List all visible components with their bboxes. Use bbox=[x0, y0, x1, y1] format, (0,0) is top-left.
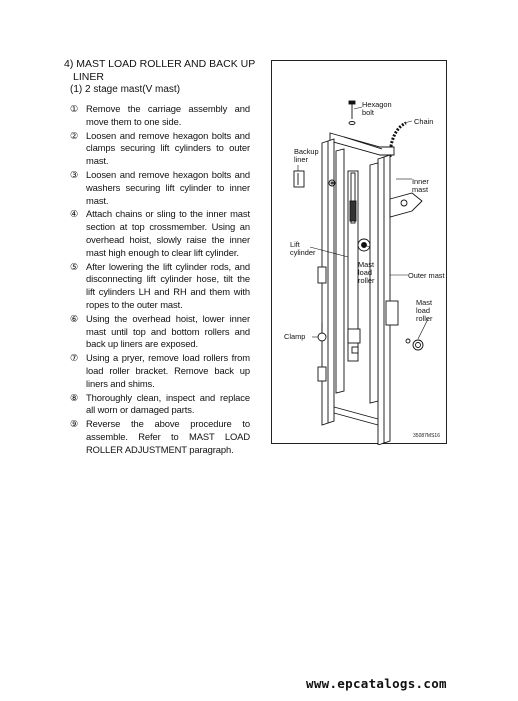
label-chain: Chain bbox=[414, 117, 434, 126]
step-number: ① bbox=[70, 103, 79, 114]
step-number: ③ bbox=[70, 168, 79, 180]
label-mast-load-roller-outer-line2: load bbox=[416, 306, 430, 315]
subsection-title: (1) 2 stage mast(V mast) bbox=[70, 84, 181, 95]
step-text: Remove the carriage assembly and move them to one side. bbox=[86, 103, 250, 127]
section-title-line1: 4) MAST LOAD ROLLER AND BACK UP bbox=[64, 58, 256, 70]
step-text: Loosen and remove hexagon bolts and clamps securing lift cylinders to outer mast. bbox=[86, 129, 250, 167]
label-mast-load-roller-outer bbox=[416, 299, 432, 323]
label-mast-load-roller-inner bbox=[358, 261, 374, 285]
outer-mast-right-rail bbox=[378, 155, 390, 445]
label-mast-load-roller-inner-line3: roller bbox=[358, 276, 375, 285]
step-item bbox=[70, 103, 250, 129]
label-hexagon-bolt-line1: Hexagon bbox=[362, 100, 392, 109]
label-lift-cylinder-line2: cylinder bbox=[290, 248, 316, 257]
label-lift-cylinder-line1: Lift bbox=[290, 240, 300, 249]
label-inner-mast: Inner mast bbox=[412, 177, 429, 194]
step-number: ② bbox=[70, 129, 79, 141]
step-number: ⑤ bbox=[70, 260, 79, 272]
label-outer-mast: Outer mast bbox=[408, 271, 445, 280]
step-number: ⑨ bbox=[70, 418, 79, 430]
label-hexagon-bolt bbox=[362, 101, 392, 117]
label-backup-liner bbox=[294, 148, 319, 164]
step-text: Loosen and remove hexagon bolts and washers securing lift cylinder to inner mast. bbox=[86, 168, 250, 206]
label-mast-load-roller-inner-line1: Mast bbox=[358, 260, 375, 269]
inner-mast-left-rail bbox=[336, 149, 344, 393]
label-lift-cylinder bbox=[290, 241, 315, 257]
step-item bbox=[70, 169, 250, 207]
step-text: After lowering the lift cylinder rods, and disconnecting lift cylinder hose, tilt the lift cylinders LH and RH and them with ropes to the outer mast. bbox=[86, 260, 250, 310]
label-mast-load-roller-outer-line1: Mast bbox=[416, 298, 433, 307]
label-backup-liner-line2: liner bbox=[294, 155, 308, 164]
inner-mast-bracket-drawing bbox=[390, 193, 422, 217]
watermark-url: www.epcatalogs.com bbox=[306, 676, 447, 691]
label-clamp: Clamp bbox=[284, 332, 306, 341]
section-title-line2: LINER bbox=[73, 70, 104, 83]
step-item bbox=[70, 352, 250, 390]
step-text: Reverse the above procedure to assemble. Refer to MAST LOAD ROLLER ADJUSTMENT paragraph. bbox=[86, 418, 250, 455]
label-hexagon-bolt-line2: bolt bbox=[362, 108, 374, 117]
step-item bbox=[70, 392, 250, 418]
step-item bbox=[70, 418, 250, 456]
step-number: ⑦ bbox=[70, 352, 79, 364]
step-item bbox=[70, 208, 250, 259]
section-title bbox=[64, 58, 274, 83]
step-item bbox=[70, 261, 250, 312]
procedure-steps bbox=[70, 103, 250, 458]
step-item bbox=[70, 130, 250, 168]
step-text: Attach chains or sling to the inner mast section at top crossmember. Using an overhead hoist, slowly raise the inner mast high enough to clear lift cylinder. bbox=[86, 208, 250, 258]
step-text: Thoroughly clean, inspect and replace all worn or damaged parts. bbox=[86, 391, 250, 416]
label-backup-liner-line1: Backup bbox=[294, 147, 319, 156]
step-text: Using a pryer, remove load rollers from load roller bracket. Remove back up liners and shims. bbox=[86, 352, 250, 389]
step-number: ④ bbox=[70, 208, 79, 220]
step-number: ⑥ bbox=[70, 312, 79, 324]
step-number: ⑧ bbox=[70, 391, 79, 403]
mast-diagram-figure bbox=[271, 60, 447, 444]
figure-code: 35087MS16 bbox=[413, 433, 440, 439]
label-mast-load-roller-outer-line3: roller bbox=[416, 314, 433, 323]
hexagon-bolt-drawing bbox=[349, 101, 355, 125]
step-text: Using the overhead hoist, lower inner mast until top and bottom rollers and back up liners are exposed. bbox=[86, 312, 250, 350]
step-item bbox=[70, 313, 250, 351]
label-mast-load-roller-inner-line2: load bbox=[358, 268, 372, 277]
